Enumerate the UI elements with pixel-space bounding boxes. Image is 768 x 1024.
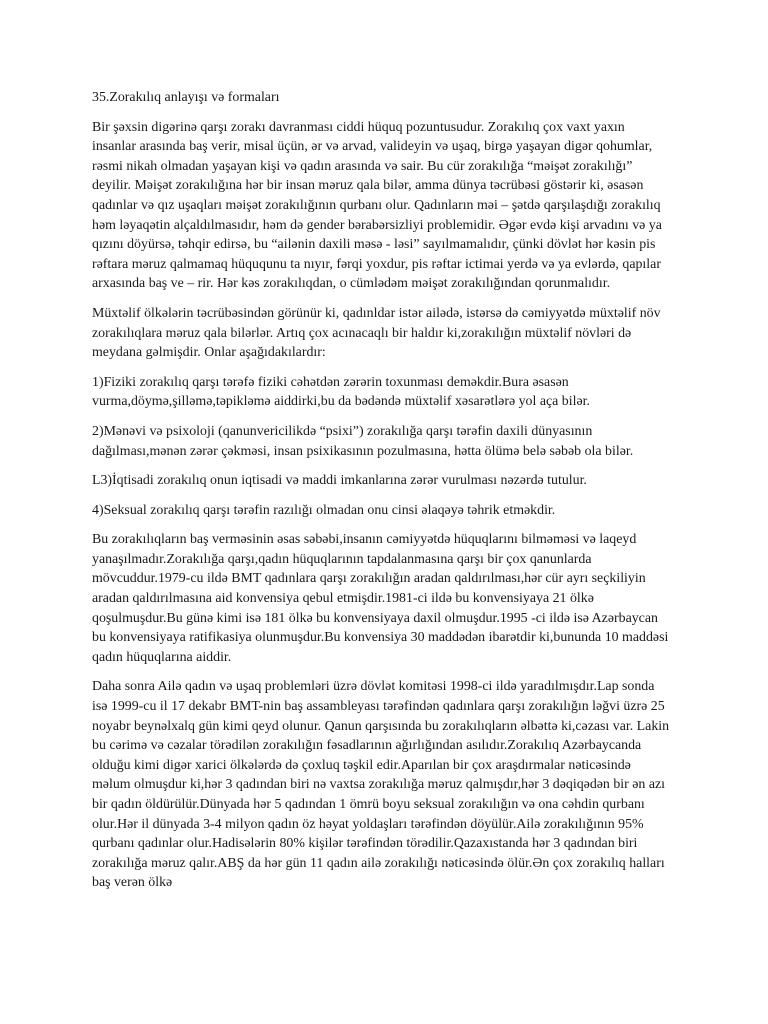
document-title: 35.Zorakılıq anlayışı və formaları: [92, 90, 280, 105]
paragraph-economic-violence: L3)İqtisadi zorakılıq onun iqtisadi və maddi imkanlarına zərər vurulması nəzərdə tutulur.: [92, 473, 587, 489]
paragraph-physical-violence: 1)Fiziki zorakılıq qarşı tərəfə fiziki cəhətdən zərərin toxunması deməkdir.Bura əsasən vurma,döymə,şilləmə,təpikləmə aiddirki,bu da bədəndə müxtəlif xəsarətlərə yol aça bilər.: [92, 374, 590, 410]
paragraph-intro: Bir şəxsin digərinə qarşı zorakı davranması ciddi hüquq pozuntusudur. Zorakılıq çox vaxt yaxın insanlar arasında baş verir, misal üçün, ər və arvad, valideyin və uşaq, birgə yaşayan digər qohumlar, rəsmi nikah olmadan yaşayan kişi və qadın arasında və sair. Bu cür zorakılığa “məişət zorakılığı” deyilir. Məişət zorakılığına hər bir insan məruz qala bilər, amma dünya təcrübəsi göstərir ki, əsasən qadınlar və qız uşaqları məişət zorakılığının qurbanı olur. Qadınların məi – şətdə qarşılaşdığı zorakılıq həm ləyaqətin alçaldılmasıdır, həm də gender bərabərsizliyi problemidir. Əgər evdə kişi arvadını və ya qızını döyürsə, təhqir edirsə, bu “ailənin daxili məsə - ləsi” sayılmamalıdır, çünki dövlət hər kəsin pis rəftara məruz qalmamaq hüququnu ta nıyır, fərqi yoxdur, pis rəftar ictimai yerdə və ya evlərdə, qapılar arxasında baş ve – rir. Hər kəs zorakılıqdan, o cümlədəm məişət zorakılığından qorunmalıdır.: [92, 119, 662, 292]
paragraph-psychological-violence: 2)Mənəvi və psixoloji (qanunvericilikdə “psixi”) zorakılığa qarşı tərəfin daxili dünyasının dağılması,mənən zərər çəkməsi, insan psixikasının pozulmasına, hətta ölümə belə səbəb ola bilər.: [92, 423, 634, 459]
paragraph-causes-and-laws: Bu zorakılıqların baş verməsinin əsas səbəbi,insanın cəmiyyətdə hüquqlarını bilməməsi və laqeyd yanaşılmadır.Zorakılığa qarşı,qadın hüquqlarının tapdalanmasına qarşı bir çox qanunlarda mövcuddur.1979-cu ildə BMT qadınlara qarşı zorakılığın aradan qaldırılması,hər cür ayrı seçkiliyin aradan qaldırılmasına aid konvensiya qebul etmişdir.1981-ci ildə bu konvensiyaya 21 ölkə qoşulmuşdur.Bu günə kimi isə 181 ölkə bu konvensiyaya daxil olmuşdur.1995 -ci ildə isə Azərbaycan bu konvensiyaya ratifikasiya olunmuşdur.Bu konvensiya 30 maddədən ibarətdir ki,bununda 10 maddəsi qadın hüquqlarına aiddir.: [92, 532, 669, 665]
paragraph-statistics: Daha sonra Ailə qadın və uşaq problemləri üzrə dövlət komitəsi 1998-ci ildə yaradılmışdır.Lap sonda isə 1999-cu il 17 dekabr BMT-nin baş assambleyası tərəfindən qadınlara qarşı zorakılığın ləğvi üzrə 25 noyabr beynəlxalq gün kimi qeyd olunur. Qanun qarşısında bu zorakılıqların əlbəttə ki,cəzası var. Lakin bu cərimə və cəzalar törədilən zorakılığın fəsadlarının ağırlığından asılıdır.Zorakılıq Azərbaycanda olduğu kimi digər xarici ölkələrdə də çoxluq təşkil edir.Aparılan bir çox araşdırmalar nəticəsində məlum olmuşdur ki,hər 3 qadından biri nə vaxtsa zorakılığa məruz qalmışdır,hər 3 dəqiqədən bir ən azı bir qadın öldürülür.Dünyada hər 5 qadından 1 ömrü boyu seksual zorakılığın və ona cəhdin qurbanı olur.Hər il dünyada 3-4 milyon qadın öz həyat yoldaşları tərəfindən döyülür.Ailə zorakılığının 95% qurbanı qadınlar olur.Hadisələrin 80% kişilər tərəfindən törədilir.Qazaxıstanda hər 3 qadından biri zorakılığa məruz qalır.ABŞ da hər gün 11 qadın ailə zorakılığı nəticəsində ölür.Ən çox zorakılıq halları baş verən ölkə: [92, 679, 670, 891]
document-body: [92, 88, 672, 903]
paragraph-types-intro: Müxtəlif ölkələrin təcrübəsindən görünür ki, qadınldar istər ailədə, istərsə də cəmiyyətdə müxtəlif növ zorakılıqlara məruz qala bilərlər. Artıq çox acınacaqlı bir haldır ki,zorakılığın müxtəlif növləri də meydana gəlmişdir. Onlar aşağıdakılardır:: [92, 305, 661, 361]
paragraph-sexual-violence: 4)Seksual zorakılıq qarşı tərəfin razılığı olmadan onu cinsi əlaqəyə təhrik etməkdir.: [92, 502, 556, 518]
